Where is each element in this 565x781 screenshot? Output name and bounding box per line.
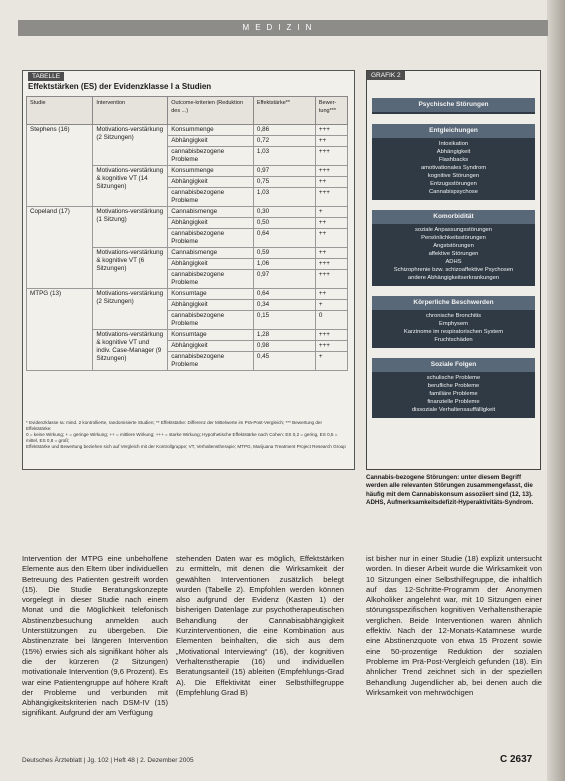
footnote: Effektstärke und Bewertung beziehen sich auf Vergleich mit der Kontrollgruppe; VT, Verhaltenstherapie; MTPG, Marijuana Treatment Project Research Group (26, 444, 346, 449)
grafik-item: schulische Probleme (426, 375, 481, 381)
effect-size-cell: 0,64 (253, 229, 315, 248)
rating-cell: +++ (315, 259, 347, 270)
outcome-cell: Abhängigkeit (168, 259, 254, 270)
outcome-cell: cannabisbezogene Probleme (168, 270, 254, 289)
rating-cell: ++ (315, 218, 347, 229)
table-title: Effektstärken (ES) der Evidenzklasse I a Studien (28, 82, 212, 91)
grafik-item: amotivationales Syndrom (420, 165, 487, 171)
text-column-2: stehenden Daten war es möglich, Effektstärken zu ermitteln, mit denen die Wirksamkeit der gewählten Interventionen zusätzlich belegt wurden (Tabelle 2). Empfohlen werden können also aufgrund der Evidenz (Kasten 1) der bisherigen Datenlage zur psychotherapeutischen Behandlung der Cannabisabhängigkeit Kurzinterventionen, die eine Kombination aus Elementen beinhalten, die sich aus dem „Motivational Interviewing“ (16), der kognitiven Verhaltenstherapie (16) und individuellen Beratungsanteil (15) ableiten (Empfehlungs-Grad A). Die Effektivität einer Selbsthilfegruppe (Empfehlung Grad B) (176, 554, 344, 697)
grafik-section (372, 98, 535, 114)
text-column-1: Intervention der MTPG eine unbeholfene Elemente aus den Eltern über individuellen Betreuung des Patienten gestreift worden (15). Die Studie Beratungskonzepte vorgelegt in dieser Studie nach einem Monat und die Möglichkeit telefonisch Abstinenzbesuchung anmelden auch Unterstützungen zu übergeben. Die Abstinenzrate bei längeren Intervention (15%) erwies sich als signifikant höher als die der kürzeren (2 Sitzungen) motivationale Intervention (9,6 Prozent). Es war eine Patientengruppe auf höhere Kraft der Probleme und verbunden mit Abhängigkeitskriterien nach DSM-IV (15) signifikant. Aufgrund der am Verfügung (22, 554, 168, 718)
footnote: 0 = keine Wirkung; + = geringe Wirkung; ++ = mittlere Wirkung; +++ = starke Wirkung; Hypothetische Effektstärke nach Cohen: ES 0,2 = gering, ES 0,5 = mittel, ES 0,8 = groß; (26, 432, 338, 443)
effect-size-cell: 1,06 (253, 259, 315, 270)
grafik-item: Emphysem (439, 321, 468, 327)
outcome-cell: Konsumtage (168, 289, 254, 300)
table-row (27, 207, 348, 218)
outcome-cell: Abhängigkeit (168, 136, 254, 147)
outcome-cell: cannabisbezogene Probleme (168, 147, 254, 166)
rating-cell: +++ (315, 341, 347, 352)
rating-cell: + (315, 207, 347, 218)
intervention-cell: Motivations-verstärkung (1 Sitzung) (93, 207, 168, 248)
grafik-section (372, 124, 535, 200)
effect-size-cell: 0,86 (253, 125, 315, 136)
effect-size-cell: 0,75 (253, 177, 315, 188)
rating-cell: +++ (315, 166, 347, 177)
rating-cell: + (315, 352, 347, 371)
intervention-cell: Motivations-verstärkung & kognitive VT und indiv. Case-Manager (9 Sitzungen) (93, 330, 168, 371)
grafik-item: Abhängigkeit (436, 149, 471, 155)
table-row (27, 289, 348, 300)
grafik-label: GRAFIK 2 (367, 71, 405, 80)
rating-cell: ++ (315, 177, 347, 188)
effect-size-cell: 1,03 (253, 188, 315, 207)
grafik-item: affektive Störungen (428, 251, 479, 257)
outcome-cell: cannabisbezogene Probleme (168, 352, 254, 371)
grafik-section (372, 210, 535, 286)
page-binding-shadow (547, 0, 565, 781)
grafik-item: Flashbacks (438, 157, 469, 163)
effect-size-cell: 1,28 (253, 330, 315, 341)
grafik-section-title: Entgleichungen (372, 124, 535, 138)
grafik-item: Angststörungen (433, 243, 474, 249)
rating-cell: 0 (315, 311, 347, 330)
outcome-cell: cannabisbezogene Probleme (168, 229, 254, 248)
rating-cell: +++ (315, 188, 347, 207)
grafik-caption: Cannabis-bezogene Störungen: unter diesem Begriff werden alle relevanten Störungen zusammengefasst, die häufig mit dem Cannabiskonsum assoziiert sind (12, 13). ADHS, Aufmerksamkeitsdefizit-Hyperaktivitäts-Syndrom. (366, 474, 534, 506)
table-footnotes (26, 420, 348, 450)
grafik-item: ADHS (445, 259, 462, 265)
grafik-item: finanzielle Probleme (427, 399, 480, 405)
grafik-section-title: Körperliche Beschwerden (372, 296, 535, 310)
study-cell: Stephens (16) (27, 125, 93, 207)
journal-footer: Deutsches Ärzteblatt | Jg. 102 | Heft 48 | 2. Dezember 2005 (22, 757, 194, 764)
rating-cell: ++ (315, 229, 347, 248)
column-header: Studie (27, 97, 93, 125)
column-header: Intervention (93, 97, 168, 125)
rating-cell: +++ (315, 270, 347, 289)
grafik-section (372, 358, 535, 418)
grafik-item: Fruchtschäden (434, 337, 473, 343)
outcome-cell: Cannabismenge (168, 207, 254, 218)
effect-size-cell: 0,97 (253, 270, 315, 289)
page-number: C 2637 (500, 754, 533, 765)
rating-cell: ++ (315, 136, 347, 147)
column-header: Bewer-tung*** (315, 97, 347, 125)
rating-cell: +++ (315, 147, 347, 166)
intervention-cell: Motivations-verstärkung (2 Sitzungen) (93, 125, 168, 166)
grafik-item: Entzugsstörungen (430, 181, 477, 187)
effect-size-table (26, 96, 348, 371)
section-title: MEDIZIN (242, 23, 318, 32)
table-row (27, 125, 348, 136)
effect-size-cell: 0,59 (253, 248, 315, 259)
grafik-section-title: Soziale Folgen (372, 358, 535, 372)
outcome-cell: cannabisbezogene Probleme (168, 311, 254, 330)
grafik-item: Schizophrenie bzw. schizoaffektive Psychosen (393, 267, 514, 273)
outcome-cell: Konsummenge (168, 125, 254, 136)
effect-size-cell: 0,15 (253, 311, 315, 330)
table-label: TABELLE (28, 72, 64, 81)
text-column-3: ist bisher nur in einer Studie (18) explizit untersucht worden. In dieser Arbeit wurde die Wirksamkeit von 10 Sitzungen einer Selbsthilfegruppe, die inhaltlich auf das 12-Schritte-Programm der Anonymen Alkoholiker angelehnt war, mit 10 Sitzungen einer störungsspezifischen kognitiven Verhaltenstherapie verglichen. Beide Interventionen waren ähnlich effektiv. Nach der 12-Monats-Katamnese wurde eine Abstinenzquote von etwa 15 Prozent sowie eine 50-prozentige Reduktion der sozialen Probleme im Prä-Post-Vergleich gefunden (18). Ein ähnlicher Trend zeichnet sich in der speziellen Behandlung Jugendlicher ab, bei denen auch die Wirksamkeit von mehrwöchigen (366, 554, 542, 697)
effect-size-cell: 0,64 (253, 289, 315, 300)
rating-cell: ++ (315, 248, 347, 259)
column-header: Outcome-kriterien (Reduktion des ...) (168, 97, 254, 125)
outcome-cell: Abhängigkeit (168, 341, 254, 352)
grafik-item: chronische Bronchitis (425, 313, 482, 319)
intervention-cell: Motivations-verstärkung & kognitive VT (14 Sitzungen) (93, 166, 168, 207)
intervention-cell: Motivations-verstärkung & kognitive VT (6 Sitzungen) (93, 248, 168, 289)
rating-cell: +++ (315, 125, 347, 136)
effect-size-cell: 1,03 (253, 147, 315, 166)
intervention-cell: Motivations-verstärkung (2 Sitzungen) (93, 289, 168, 330)
grafik-section-title: Komorbidität (372, 210, 535, 224)
grafik-item: Cannabispsychose (429, 189, 478, 195)
effect-size-cell: 0,98 (253, 341, 315, 352)
grafik-item: soziale Anpassungsstörungen (414, 227, 493, 233)
footnote: * Evidenzklasse Ia: mind. 2 kontrollierte, randomisierte Studien; ** Effektstärke: Differenz der Mittelwerte im Prä-Post-Vergleich; *** Bewertung der Effektstärke: (26, 420, 323, 431)
study-cell: MTPG (13) (27, 289, 93, 371)
effect-size-cell: 0,72 (253, 136, 315, 147)
effect-size-cell: 0,97 (253, 166, 315, 177)
grafik-item: dissoziale Verhaltensauffälligkeit (411, 407, 496, 413)
grafik-section (372, 296, 535, 348)
rating-cell: + (315, 300, 347, 311)
rating-cell: +++ (315, 330, 347, 341)
rating-cell: ++ (315, 289, 347, 300)
grafik-item: Persönlichkeitsstörungen (421, 235, 486, 241)
grafik-section-title: Psychische Störungen (372, 98, 535, 112)
effect-size-cell: 0,30 (253, 207, 315, 218)
study-cell: Copeland (17) (27, 207, 93, 289)
outcome-cell: cannabisbezogene Probleme (168, 188, 254, 207)
grafik-item: kognitive Störungen (427, 173, 480, 179)
effect-size-cell: 0,45 (253, 352, 315, 371)
grafik-item: andere Abhängigkeitserkrankungen (407, 275, 500, 281)
grafik-item: Intoxikation (438, 141, 469, 147)
outcome-cell: Abhängigkeit (168, 177, 254, 188)
grafik-item: Karzinome im respiratorischen System (403, 329, 504, 335)
grafik-item: berufliche Probleme (427, 383, 480, 389)
outcome-cell: Cannabismenge (168, 248, 254, 259)
outcome-cell: Konsummenge (168, 166, 254, 177)
effect-size-cell: 0,34 (253, 300, 315, 311)
outcome-cell: Abhängigkeit (168, 218, 254, 229)
outcome-cell: Konsumtage (168, 330, 254, 341)
outcome-cell: Abhängigkeit (168, 300, 254, 311)
grafik-item: familiäre Probleme (429, 391, 478, 397)
effect-size-cell: 0,50 (253, 218, 315, 229)
column-header: Effektstärke** (253, 97, 315, 125)
